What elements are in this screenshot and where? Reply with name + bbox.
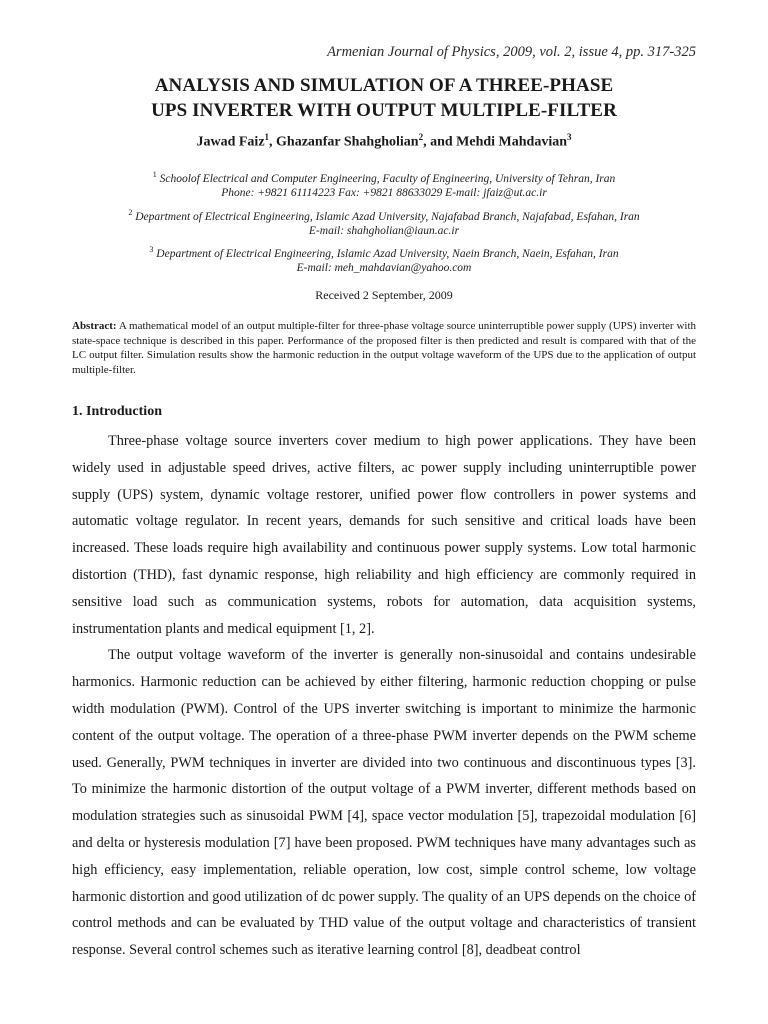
author-1-affiliation-mark: 1 bbox=[264, 132, 270, 142]
affiliation-contact: E-mail: shahgholian@iaun.ac.ir bbox=[308, 224, 460, 237]
title-line-1: ANALYSIS AND SIMULATION OF A THREE-PHASE bbox=[154, 75, 614, 96]
affiliation-2 bbox=[0, 206, 768, 238]
section-body bbox=[72, 428, 696, 964]
author-2-affiliation-mark: 2 bbox=[418, 132, 424, 142]
abstract-label: Abstract: bbox=[72, 320, 117, 332]
author-3: Mehdi Mahdavian bbox=[456, 134, 567, 150]
paragraph: Three-phase voltage source inverters cover medium to high power applications. They have been widely used in adjustable speed drives, active filters, ac power supply including uninterruptible power supply (UPS) system, dynamic voltage restorer, unified power flow controllers in power systems and automatic voltage regulator. In recent years, demands for such sensitive and critical loads have been increased. These loads require high availability and continuous power supply systems. Low total harmonic distortion (THD), fast dynamic response, high reliability and high efficiency are commonly required in sensitive load such as communication systems, robots for automation, data acquisition systems, instrumentation plants and medical equipment [1, 2]. bbox=[72, 433, 696, 637]
affiliation-mark: 2 bbox=[128, 208, 133, 217]
author-separator: , and bbox=[423, 134, 457, 150]
received-date: Received 2 September, 2009 bbox=[315, 288, 453, 302]
title-line-2: UPS INVERTER WITH OUTPUT MULTIPLE-FILTER bbox=[151, 100, 617, 121]
author-3-affiliation-mark: 3 bbox=[567, 132, 572, 142]
affiliation-3 bbox=[0, 243, 768, 275]
affiliation-contact: Phone: +9821 61114223 Fax: +9821 88633029 E-mail: jfaiz@ut.ac.ir bbox=[221, 186, 547, 199]
affiliation-1 bbox=[0, 168, 768, 200]
author-2: Ghazanfar Shahgholian bbox=[276, 134, 419, 150]
journal-citation: Armenian Journal of Physics, 2009, vol. 2, issue 4, pp. 317-325 bbox=[327, 44, 696, 60]
paper-title bbox=[0, 73, 768, 123]
affiliation-institution: Schoolof Electrical and Computer Engineering, Faculty of Engineering, University of Tehran, Iran bbox=[156, 172, 616, 185]
author-separator: , bbox=[269, 134, 277, 150]
paragraph: The output voltage waveform of the inverter is generally non-sinusoidal and contains undesirable harmonics. Harmonic reduction can be achieved by either filtering, harmonic reduction chopping or pulse width modulation (PWM). Control of the UPS inverter switching is important to minimize the harmonic content of the output voltage. The operation of a three-phase PWM inverter depends on the PWM scheme used. Generally, PWM techniques in inverter are divided into two continuous and discontinuous types [3]. To minimize the harmonic distortion of the output voltage of a PWM inverter, different methods based on modulation strategies such as sinusoidal PWM [4], space vector modulation [5], trapezoidal modulation [6] and delta or hysteresis modulation [7] have been proposed. PWM techniques have many advantages such as high efficiency, easy implementation, reliable operation, low cost, simple control scheme, low voltage harmonic distortion and good utilization of dc power supply. The quality of an UPS depends on the choice of control methods and can be evaluated by THD value of the output voltage and characteristics of transient response. Several control schemes such as iterative learning control [8], deadbeat control bbox=[72, 647, 696, 959]
affiliation-contact: E-mail: meh_mahdavian@yahoo.com bbox=[296, 261, 472, 274]
affiliation-institution: Department of Electrical Engineering, Islamic Azad University, Najafabad Branch, Najafabad, Esfahan, Iran bbox=[132, 210, 640, 223]
section-heading: 1. Introduction bbox=[72, 404, 162, 419]
abstract-text: A mathematical model of an output multiple-filter for three-phase voltage source uninterruptible power supply (UPS) inverter with state-space technique is described in this paper. Performance of the proposed filter is then predicted and result is compared with that of the LC output filter. Simulation results show the harmonic reduction in the output voltage waveform of the UPS due to the application of output multiple-filter. bbox=[72, 320, 696, 376]
affiliation-mark: 3 bbox=[149, 245, 154, 254]
abstract bbox=[72, 319, 696, 377]
affiliation-mark: 1 bbox=[152, 170, 157, 179]
author-1: Jawad Faiz bbox=[196, 134, 265, 150]
author-list bbox=[0, 132, 768, 151]
affiliation-institution: Department of Electrical Engineering, Islamic Azad University, Naein Branch, Naein, Esfahan, Iran bbox=[153, 247, 619, 260]
